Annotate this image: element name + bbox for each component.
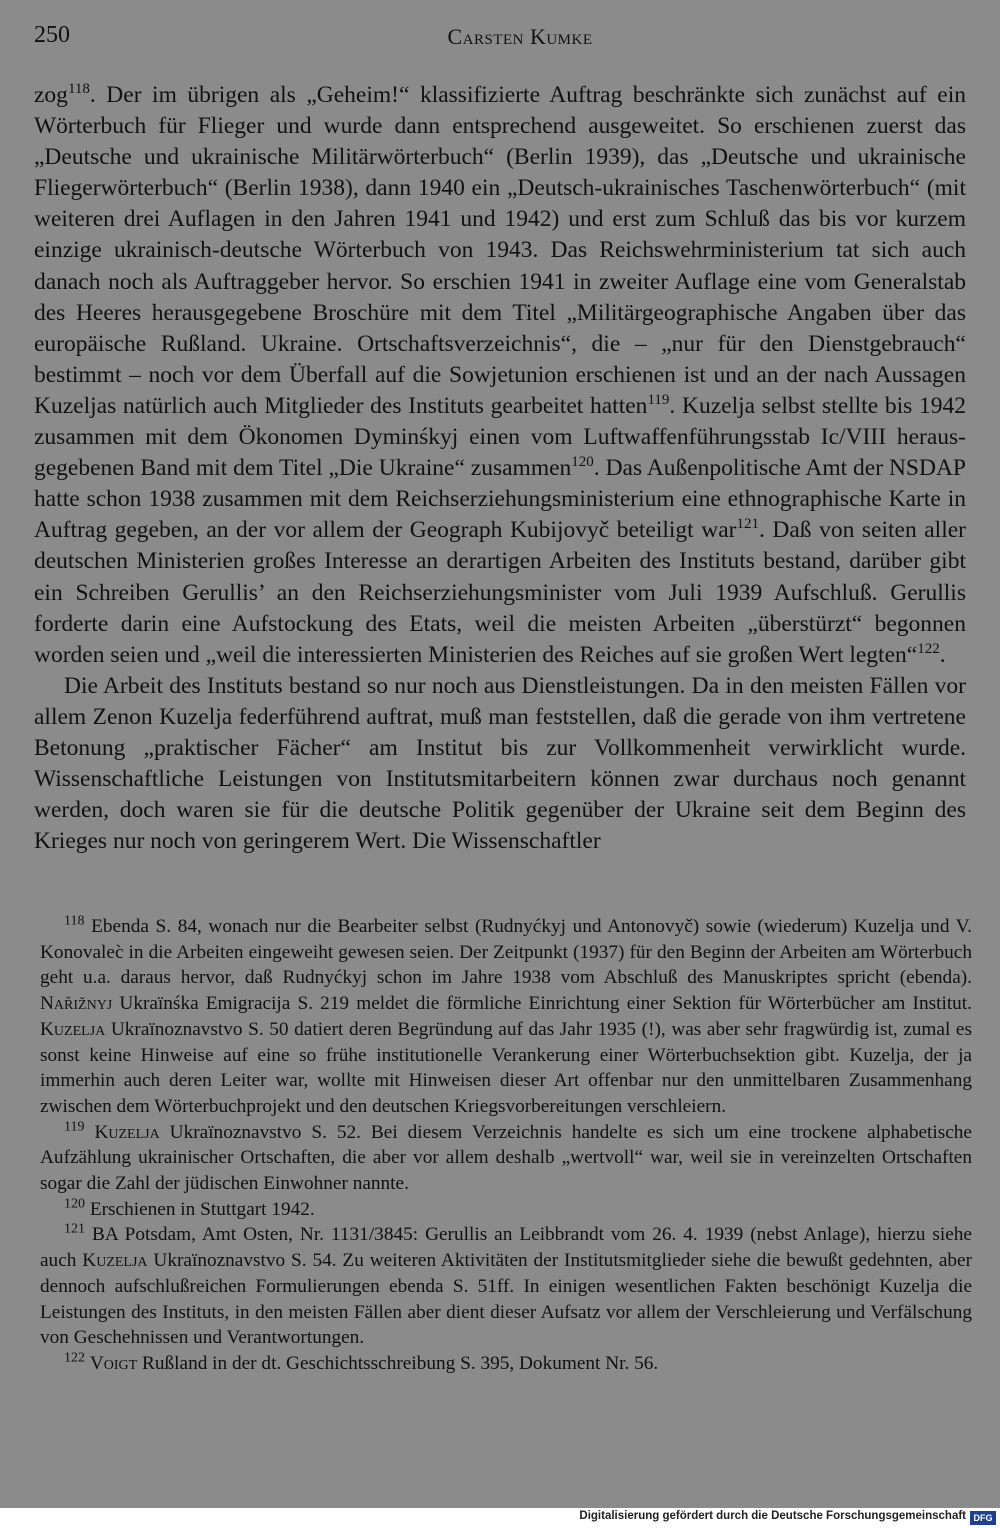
footnote-120 xyxy=(40,1197,972,1223)
page-number: 250 xyxy=(34,22,70,48)
author-name: Kuzelja xyxy=(94,1121,160,1143)
footnote-ref-122: 122 xyxy=(917,640,940,657)
text-run: Rußland in der dt. Geschichtsschreibung S. 395, Dokument Nr. 56. xyxy=(137,1352,659,1374)
text-run: zog xyxy=(34,82,68,108)
body-paragraph-2: Die Arbeit des Instituts bestand so nur noch aus Dienstleistungen. Da in den meisten Fällen vor allem Zenon Kuzelja federführend auftrat, muß man feststellen, daß die gerade von ihm vertretene Betonung „praktischer Fächer“ am Institut bis zur Vollkommenheit verwirklicht wurde. Wissenschaftliche Leistungen von Institutsmitarbeitern können zwar durchaus noch genannt werden, doch waren sie für die deutsche Politik gegenüber der Ukraine seit dem Beginn des Krieges nur noch von geringerem Wert. Die Wissenschaftler xyxy=(34,672,966,855)
footnote-119 xyxy=(40,1120,972,1197)
text-run: Erschienen in Stuttgart 1942. xyxy=(89,1198,315,1220)
footnote-number: 121 xyxy=(64,1222,85,1238)
footnote-121 xyxy=(40,1222,972,1351)
author-name: Nar̆iz̆nyj xyxy=(40,993,113,1015)
text-run: BA Potsdam, Amt Osten, Nr. 1131/3845: Gerullis an Leibbrandt vom 26. 4. 1939 (nebst Anlage), hierzu siehe auch xyxy=(40,1224,972,1272)
footnote-ref-118: 118 xyxy=(67,81,90,98)
footnote-number: 122 xyxy=(64,1350,85,1366)
author-name: Kuzelja xyxy=(82,1250,148,1272)
page-header xyxy=(34,18,966,54)
text-run: . xyxy=(939,641,946,668)
running-head: Carsten Kumke xyxy=(447,24,593,49)
text-run: Ukraïnoznavstvo S. 52. Bei diesem Verzeichnis handelte es sich um eine trockene alphabetische Aufzählung ukrainischer Ortschaften, die aber vor allem deshalb „wertvoll“ war, weil sie in vereinzelten Ortschaften sogar die Zahl der jüdischen Einwohner nannte. xyxy=(40,1121,972,1195)
text-run: Ukraïnśka Emigracija S. 219 meldet die förmliche Einrichtung einer Sektion für Wörterbücher am Institut. xyxy=(112,993,972,1015)
author-name: Voigt xyxy=(89,1352,138,1374)
footnote-number: 118 xyxy=(64,913,85,929)
footer-bar xyxy=(0,1508,1000,1528)
footnote-122 xyxy=(40,1351,972,1377)
footnote-ref-121: 121 xyxy=(736,516,759,533)
text-run: . Das Außenpolitische Amt der NSDAP hatte schon 1938 zusammen mit dem Reichserziehungsministerium eine ethnographische Karte in Auftrag gegeben, an der vor allem der Geograph Kubijovyč beteiligt war xyxy=(34,455,966,544)
footnote-ref-120: 120 xyxy=(571,454,594,471)
text-run: Ukraïnoznavstvo S. 54. Zu weiteren Aktivitäten der Institutsmitglieder siehe die bewußt gedehnten, aber dennoch aufschlußreichen Formulierungen ebenda S. 51ff. In einigen wesentlichen Fakten beschönigt Kuzelja die Leistungen des Instituts, in den meisten Fällen aber dient dieser Aufsatz vor allem der Verschleierung und Verfälschung von Geschehnissen und Verantwortungen. xyxy=(40,1250,972,1349)
dfg-logo: DFG xyxy=(970,1511,996,1525)
text-run: . Daß von seiten aller deutschen Ministerien großes Interesse an derartigen Arbeiten des Instituts bestand, darüber gibt ein Schreiben Gerullis’ an den Reichserziehungsminister vom Juli 1939 Aufschluß. Gerullis forderte darin eine Aufstockung des Etats, weil die meisten Arbeiten „überstürzt“ begonnen worden seien und „weil die interessierten Ministerien des Reiches auf sie großen Wert legten“ xyxy=(34,517,966,668)
body-paragraph-1 xyxy=(34,80,966,671)
text-run: . Der im übrigen als „Geheim!“ klassifizierte Auftrag beschränkte sich zunächst auf ein Wörterbuch für Flieger und wurde dann entsprechend ausgeweitet. So erschienen zuerst das „Deutsche und ukrainische Militärwörterbuch“ (Berlin 1939), das „Deutsche und ukrainische Fliegerwörterbuch“ (Berlin 1938), dann 1940 ein „Deutsch-ukrainisches Taschenwörterbuch“ (mit weiteren drei Auflagen in den Jahren 1941 und 1942) und erst zum Schluß das bis vor kurzem einzige ukrainisch-deutsche Wörterbuch von 1943. Das Reichswehrministerium tat sich auch danach noch als Auftraggeber hervor. So erschien 1941 in zweiter Auflage eine vom Generalstab des Heeres herausgegebene Broschüre mit dem Titel „Militärgeographische Angaben über das europäische Rußland. Ukraine. Ortschaftsverzeichnis“, die – „nur für den Dienstgebrauch“ bestimmt – noch vor dem Überfall auf die Sowjetunion erschienen ist und an der nach Aussagen Kuzeljas natürlich auch Mitglieder des Instituts gearbeitet hatten xyxy=(34,82,966,419)
footnote-ref-119: 119 xyxy=(647,392,670,409)
author-name: Kuzelja xyxy=(40,1018,106,1040)
footnote-number: 119 xyxy=(64,1119,85,1135)
text-run: . Kuzelja selbst stellte bis 1942 zusammen mit dem Ökonomen Dyminśkyj einen vom Luftwaffenführungsstab Ic/VIII herausgegebenen Band mit dem Titel „Die Ukraine“ zusammen xyxy=(34,392,966,482)
footnote-number: 120 xyxy=(64,1196,85,1212)
text-run: Ebenda S. 84, wonach nur die Bearbeiter selbst (Rudnyćkyj und Antonovyč) sowie (wiederum) Kuzelja und V. Konovalec̀ in die Arbeiten eingeweiht gewesen seien. Der Zeitpunkt (1937) für den Beginn der Arbeiten am Wörterbuch geht u.a. daraus hervor, daß Rudnyćkyj schon im Jahre 1938 vom Abschluß des Manuskriptes spricht (ebenda). xyxy=(40,916,972,989)
text-run: Ukraïnoznavstvo S. 50 datiert deren Begründung auf das Jahr 1935 (!), was aber sehr fragwürdig ist, zumal es sonst keine Hinweise auf eine so frühe institutionelle Verankerung einer Wörterbuchsektion gibt. Kuzelja, der ja immerhin auch deren Leiter war, wollte mit Hinweisen dieser Art offenbar nur den unmittelbaren Zusammenhang zwischen dem Wörterbuchprojekt und den deutschen Kriegsvorbereitungen verschleiern. xyxy=(40,1018,972,1117)
main-text xyxy=(34,80,966,857)
footnotes xyxy=(40,914,972,1377)
dfg-credit-text: Digitalisierung gefördert durch die Deutsche Forschungsgemeinschaft xyxy=(579,1510,966,1522)
footnote-118 xyxy=(40,914,972,1120)
